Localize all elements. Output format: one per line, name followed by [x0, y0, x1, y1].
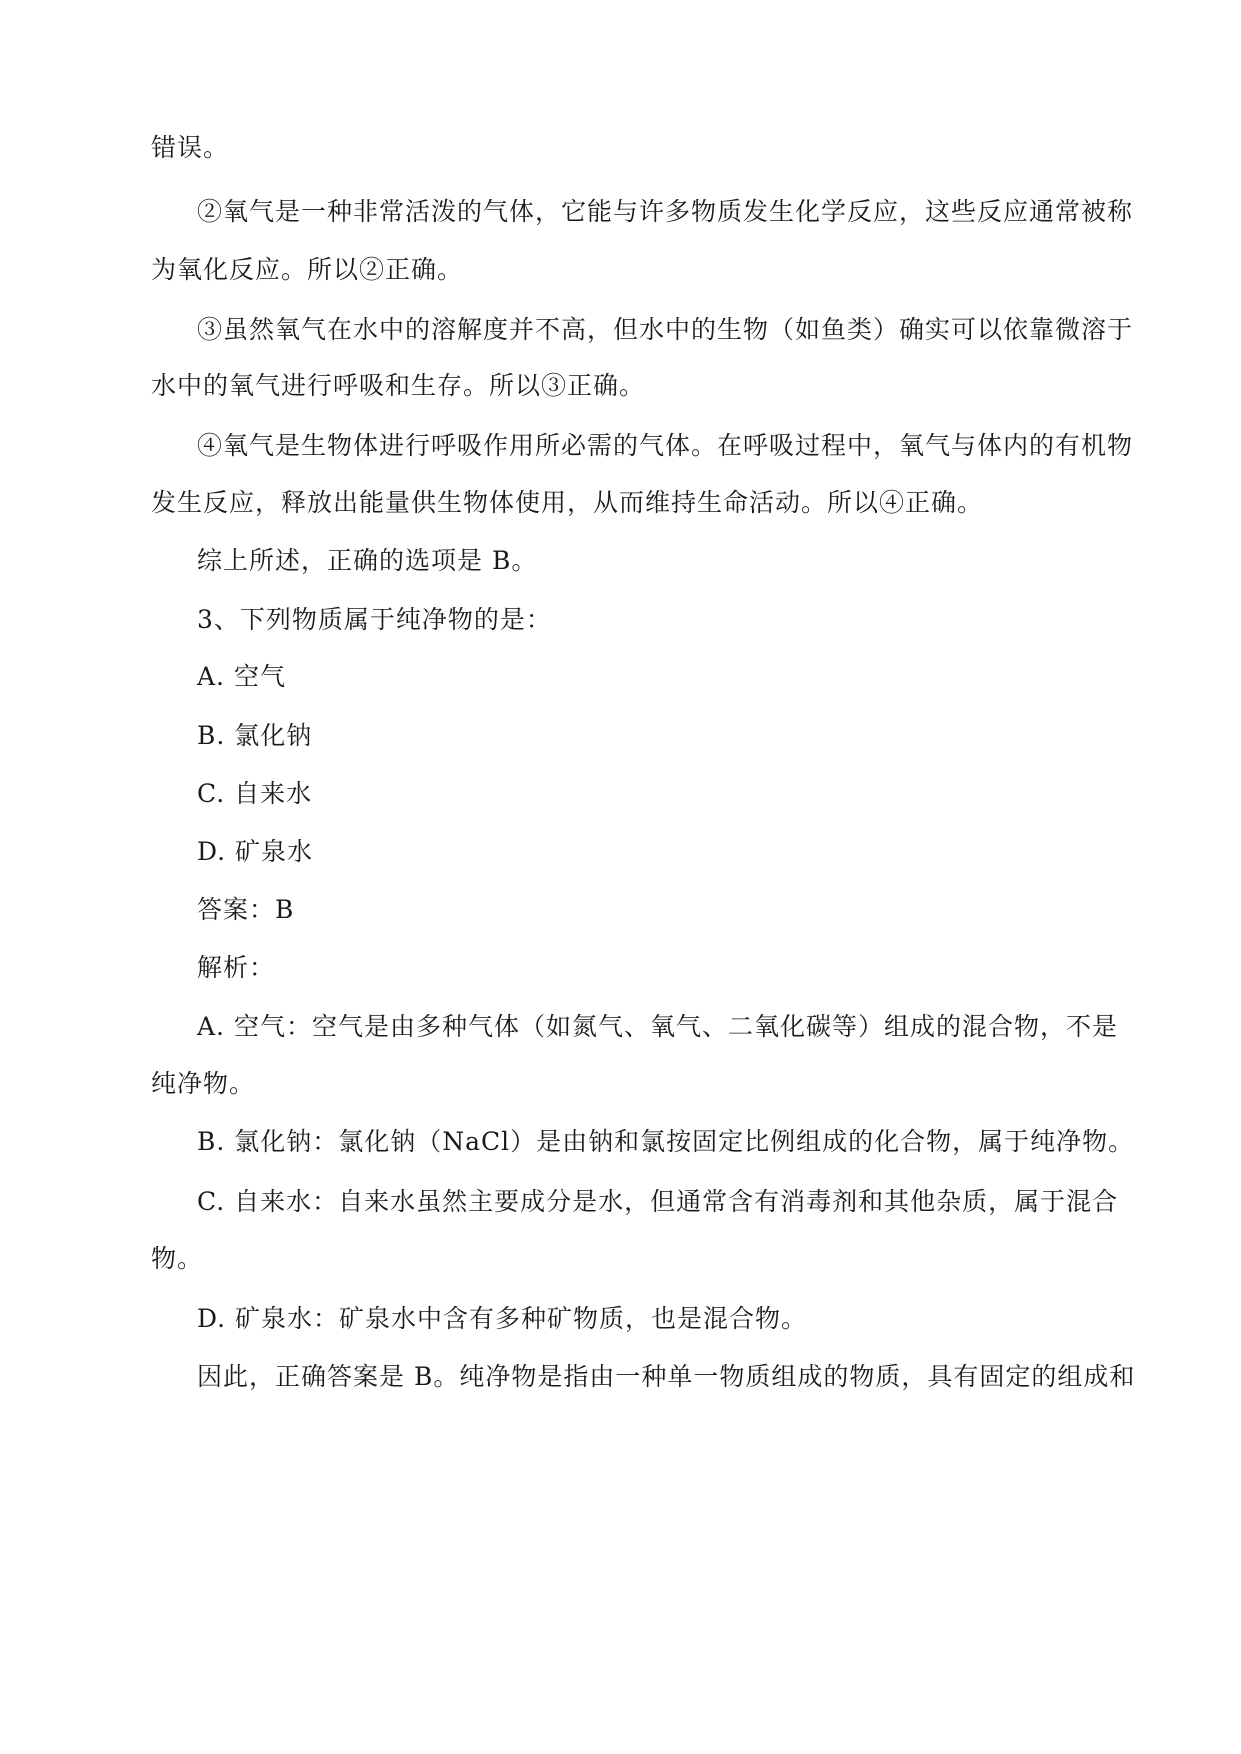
answer-line: 答案：B [197, 895, 295, 924]
option-c: C. 自来水 [197, 779, 313, 808]
option-b: B. 氯化钠 [197, 721, 313, 750]
text-line: ②氧气是一种非常活泼的气体，它能与许多物质发生化学反应，这些反应通常被称 [197, 197, 1134, 226]
text-line: 为氧化反应。所以②正确。 [151, 255, 464, 284]
text-line: 因此，正确答案是 B。纯净物是指由一种单一物质组成的物质，具有固定的组成和 [197, 1362, 1136, 1391]
text-line: ④氧气是生物体进行呼吸作用所必需的气体。在呼吸过程中，氧气与体内的有机物 [197, 431, 1134, 460]
option-a: A. 空气 [197, 662, 286, 691]
text-line: D. 矿泉水：矿泉水中含有多种矿物质，也是混合物。 [197, 1304, 808, 1333]
question-title: 3、下列物质属于纯净物的是： [197, 605, 552, 634]
text-line: 错误。 [151, 133, 230, 162]
text-line: 水中的氧气进行呼吸和生存。所以③正确。 [151, 371, 646, 400]
text-line: C. 自来水：自来水虽然主要成分是水，但通常含有消毒剂和其他杂质，属于混合 [197, 1187, 1119, 1216]
text-line: ③虽然氧气在水中的溶解度并不高，但水中的生物（如鱼类）确实可以依靠微溶于 [197, 315, 1134, 344]
text-line: A. 空气：空气是由多种气体（如氮气、氧气、二氧化碳等）组成的混合物，不是 [197, 1012, 1118, 1041]
analysis-heading: 解析： [197, 953, 276, 982]
text-line: 发生反应，释放出能量供生物体使用，从而维持生命活动。所以④正确。 [151, 488, 984, 517]
text-line: 综上所述，正确的选项是 B。 [197, 546, 538, 575]
text-line: B. 氯化钠：氯化钠（NaCl）是由钠和氯按固定比例组成的化合物，属于纯净物。 [197, 1127, 1135, 1156]
text-line: 纯净物。 [151, 1069, 256, 1098]
option-d: D. 矿泉水 [197, 837, 314, 866]
text-line: 物。 [151, 1244, 204, 1273]
